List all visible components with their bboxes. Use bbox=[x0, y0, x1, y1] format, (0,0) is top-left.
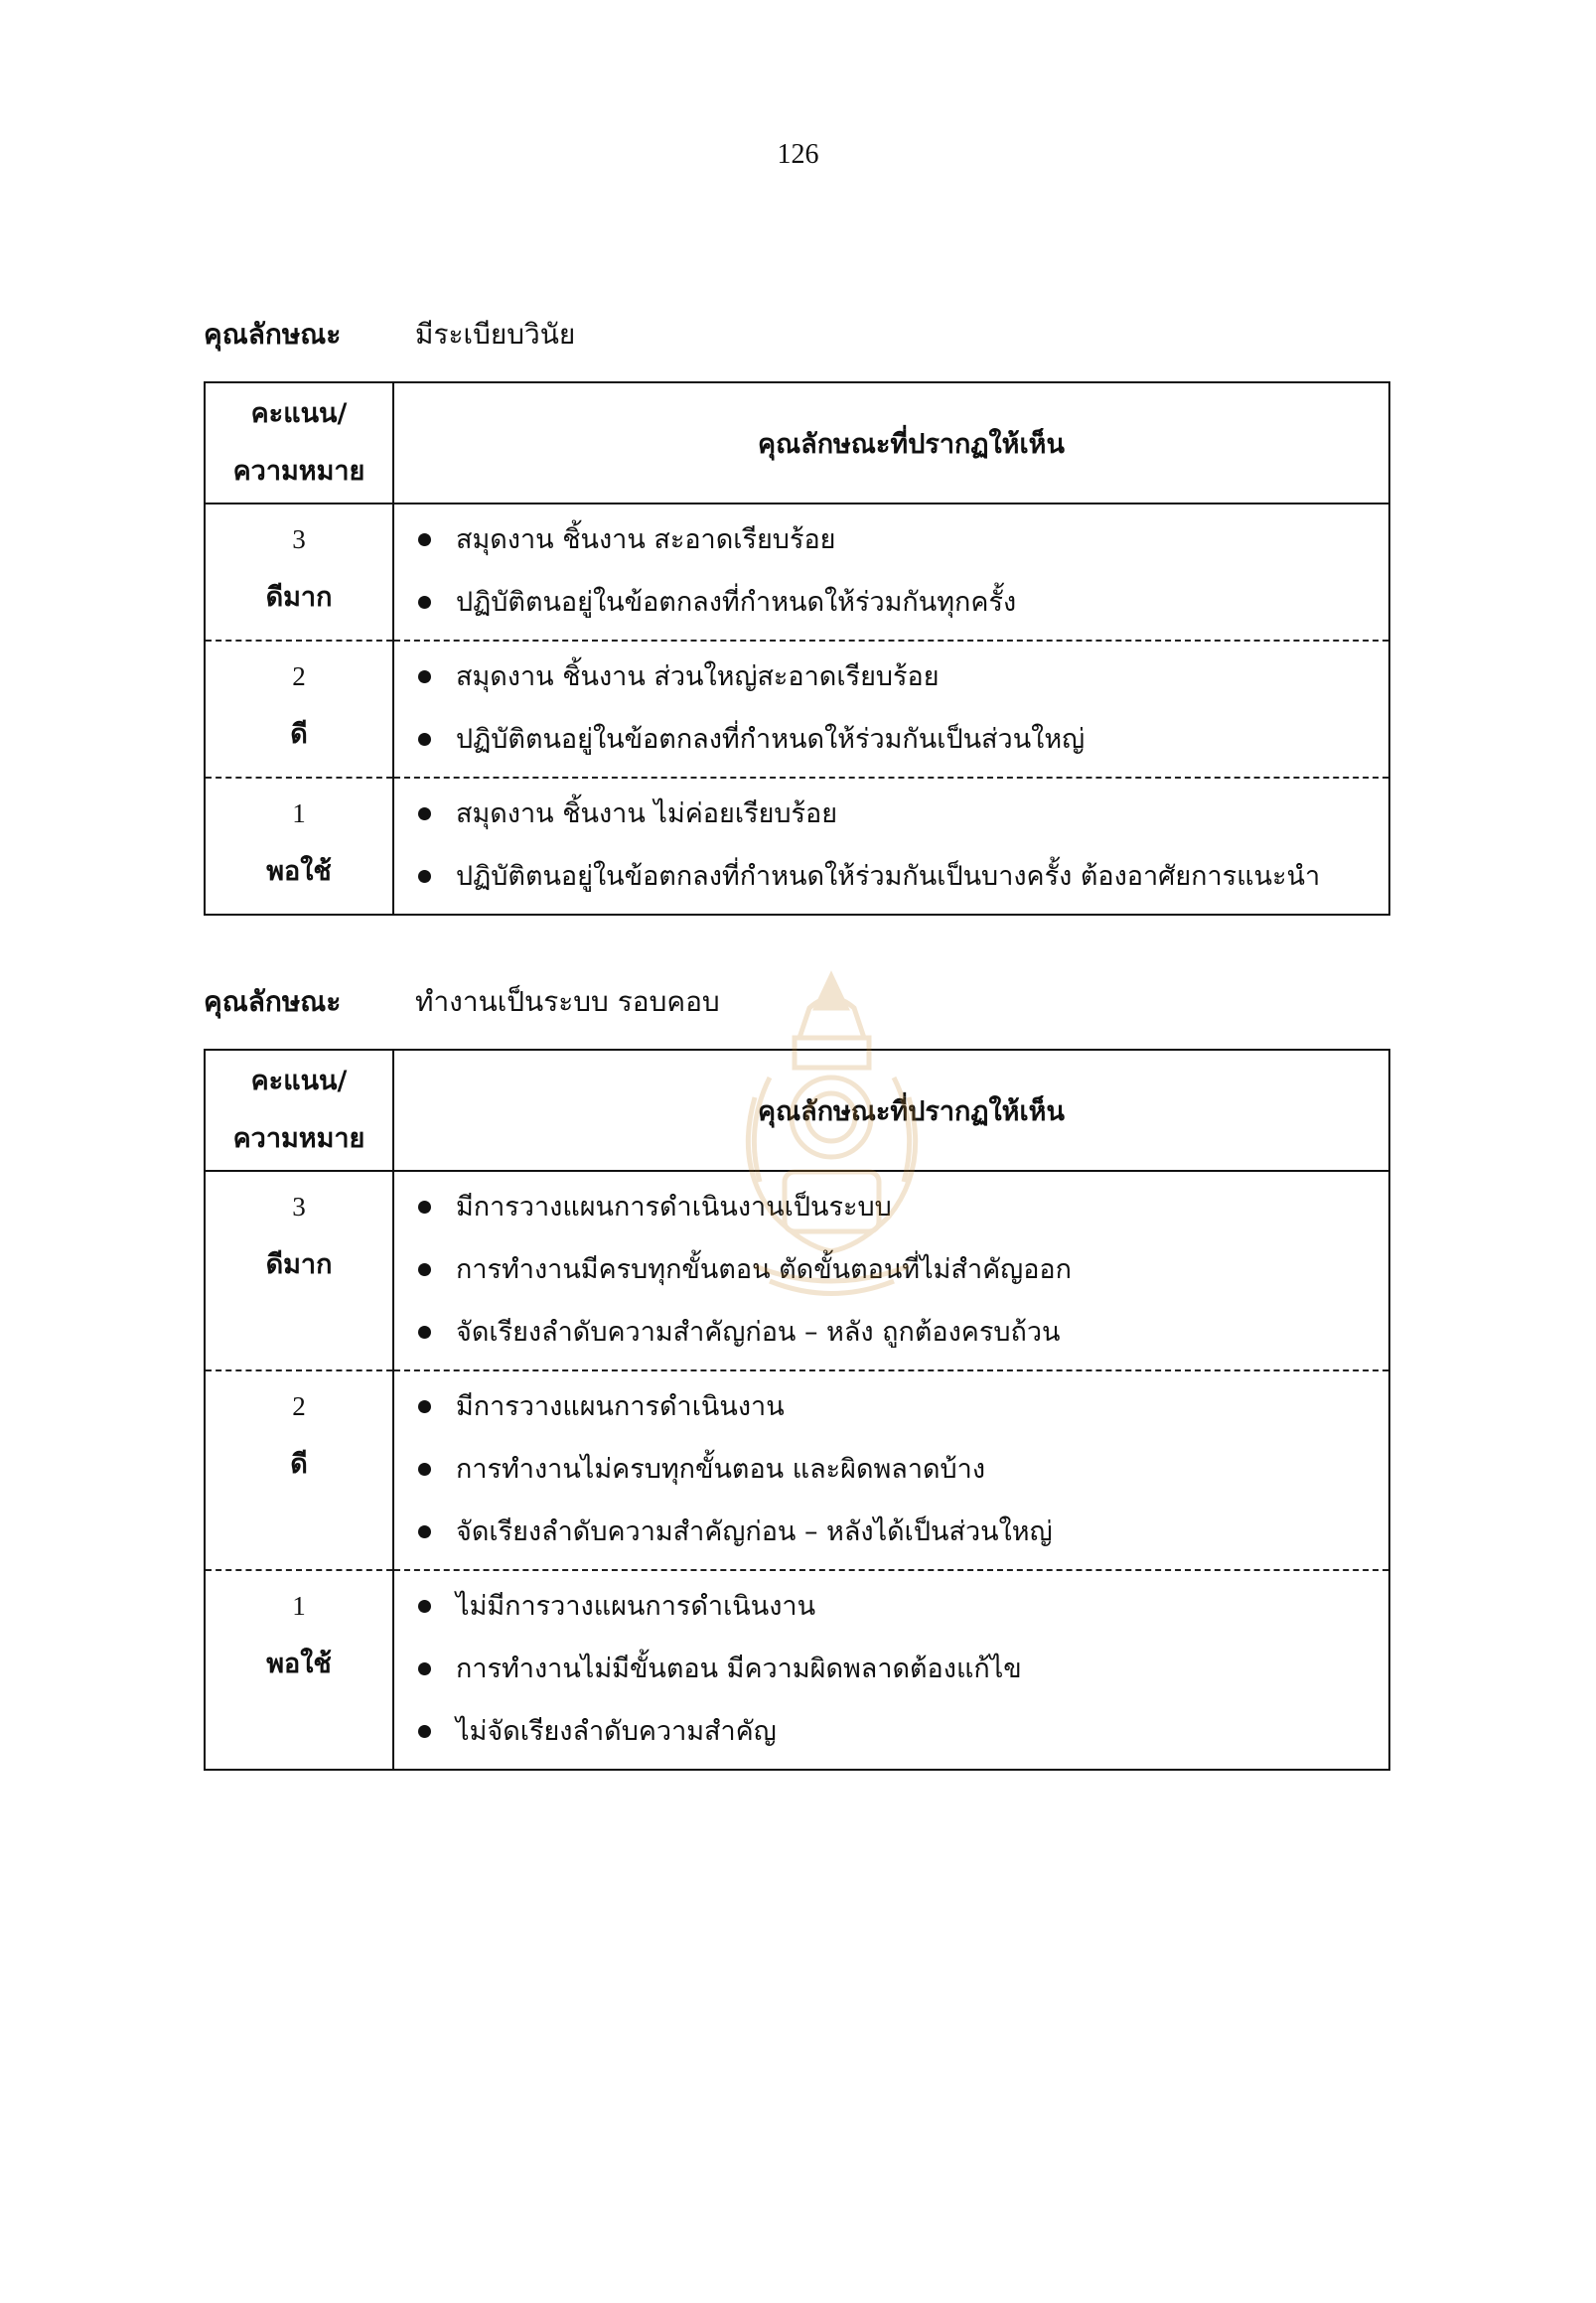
table-row bbox=[205, 1370, 1389, 1570]
list-item bbox=[408, 1238, 1388, 1301]
table-header-row bbox=[205, 382, 1389, 504]
score-meaning: พอใช้ bbox=[266, 856, 332, 887]
list-item bbox=[408, 1438, 1388, 1501]
table-row bbox=[205, 778, 1389, 915]
item-text: ไม่มีการวางแผนการดำเนินงาน bbox=[456, 1591, 816, 1622]
score-header-line2: ความหมาย bbox=[232, 1123, 365, 1154]
bullet-icon bbox=[418, 1600, 431, 1613]
score-cell bbox=[205, 1370, 393, 1570]
bullet-icon bbox=[418, 1463, 431, 1476]
trait-value: มีระเบียบวินัย bbox=[415, 318, 576, 351]
item-text: มีการวางแผนการดำเนินงานเป็นระบบ bbox=[456, 1192, 892, 1223]
list-item bbox=[408, 783, 1388, 845]
bullet-icon bbox=[418, 1662, 431, 1675]
list-item bbox=[408, 508, 1388, 571]
item-text: ปฏิบัติตนอยู่ในข้อตกลงที่กำหนดให้ร่วมกันเป็นบางครั้ง ต้องอาศัยการแนะนำ bbox=[456, 861, 1321, 892]
description-header: คุณลักษณะที่ปรากฏให้เห็น bbox=[393, 1050, 1389, 1171]
score-cell bbox=[205, 778, 393, 915]
item-text: สมุดงาน ชิ้นงาน สะอาดเรียบร้อย bbox=[456, 524, 836, 555]
score-meaning: ดี bbox=[290, 719, 308, 750]
description-cell bbox=[393, 1570, 1389, 1770]
score-number: 2 bbox=[292, 661, 306, 691]
score-header bbox=[205, 382, 393, 504]
trait-label: คุณลักษณะ bbox=[204, 985, 342, 1018]
score-meaning: ดี bbox=[290, 1449, 308, 1480]
description-header: คุณลักษณะที่ปรากฏให้เห็น bbox=[393, 382, 1389, 504]
score-number: 3 bbox=[292, 524, 306, 554]
rubric-table bbox=[204, 381, 1390, 916]
bullet-icon bbox=[418, 1263, 431, 1276]
list-item bbox=[408, 1638, 1388, 1700]
trait-value: ทำงานเป็นระบบ รอบคอบ bbox=[415, 985, 720, 1018]
description-cell bbox=[393, 1370, 1389, 1570]
item-text: การทำงานไม่มีขั้นตอน มีความผิดพลาดต้องแก้ไข bbox=[456, 1654, 1022, 1684]
table-row bbox=[205, 641, 1389, 778]
list-item bbox=[408, 1375, 1388, 1438]
item-text: ไม่จัดเรียงลำดับความสำคัญ bbox=[456, 1716, 777, 1747]
description-cell bbox=[393, 778, 1389, 915]
description-cell bbox=[393, 641, 1389, 778]
score-number: 2 bbox=[292, 1391, 306, 1421]
item-text: ปฏิบัติตนอยู่ในข้อตกลงที่กำหนดให้ร่วมกันทุกครั้ง bbox=[456, 587, 1017, 618]
score-number: 3 bbox=[292, 1192, 306, 1222]
score-header bbox=[205, 1050, 393, 1171]
item-text: การทำงานไม่ครบทุกขั้นตอน และผิดพลาดบ้าง bbox=[456, 1454, 986, 1485]
bullet-icon bbox=[418, 1525, 431, 1538]
trait-heading bbox=[204, 977, 1390, 1027]
score-meaning: พอใช้ bbox=[266, 1649, 332, 1679]
score-header-line1: คะแนน/ bbox=[250, 1066, 348, 1096]
trait-section-discipline bbox=[204, 310, 1390, 916]
item-text: สมุดงาน ชิ้นงาน ไม่ค่อยเรียบร้อย bbox=[456, 798, 838, 829]
table-row bbox=[205, 504, 1389, 641]
list-item bbox=[408, 1575, 1388, 1638]
list-item bbox=[408, 1176, 1388, 1238]
table-header-row bbox=[205, 1050, 1389, 1171]
score-cell bbox=[205, 641, 393, 778]
list-item bbox=[408, 1700, 1388, 1763]
bullet-icon bbox=[418, 670, 431, 683]
trait-section-systematic bbox=[204, 977, 1390, 1771]
score-header-line1: คะแนน/ bbox=[250, 398, 348, 429]
item-text: ปฏิบัติตนอยู่ในข้อตกลงที่กำหนดให้ร่วมกันเป็นส่วนใหญ่ bbox=[456, 724, 1086, 755]
bullet-icon bbox=[418, 733, 431, 746]
score-meaning: ดีมาก bbox=[265, 1249, 333, 1280]
table-row bbox=[205, 1570, 1389, 1770]
list-item bbox=[408, 1301, 1388, 1364]
list-item bbox=[408, 571, 1388, 634]
bullet-icon bbox=[418, 1201, 431, 1214]
list-item bbox=[408, 646, 1388, 708]
description-cell bbox=[393, 1171, 1389, 1370]
table-row bbox=[205, 1171, 1389, 1370]
list-item bbox=[408, 708, 1388, 771]
item-text: สมุดงาน ชิ้นงาน ส่วนใหญ่สะอาดเรียบร้อย bbox=[456, 661, 940, 692]
item-text: จัดเรียงลำดับความสำคัญก่อน – หลัง ถูกต้องครบถ้วน bbox=[456, 1317, 1061, 1348]
bullet-icon bbox=[418, 596, 431, 609]
bullet-icon bbox=[418, 1400, 431, 1413]
score-number: 1 bbox=[292, 798, 306, 828]
trait-heading bbox=[204, 310, 1390, 360]
score-number: 1 bbox=[292, 1591, 306, 1621]
bullet-icon bbox=[418, 1326, 431, 1339]
item-text: มีการวางแผนการดำเนินงาน bbox=[456, 1391, 785, 1422]
score-header-line2: ความหมาย bbox=[232, 456, 365, 487]
item-text: จัดเรียงลำดับความสำคัญก่อน – หลังได้เป็นส่วนใหญ่ bbox=[456, 1516, 1053, 1547]
score-cell bbox=[205, 1570, 393, 1770]
page-number: 126 bbox=[777, 139, 819, 170]
bullet-icon bbox=[418, 870, 431, 883]
score-cell bbox=[205, 1171, 393, 1370]
description-cell bbox=[393, 504, 1389, 641]
bullet-icon bbox=[418, 1725, 431, 1738]
bullet-icon bbox=[418, 533, 431, 546]
trait-label: คุณลักษณะ bbox=[204, 318, 342, 351]
item-text: การทำงานมีครบทุกขั้นตอน ตัดขั้นตอนที่ไม่สำคัญออก bbox=[456, 1254, 1072, 1285]
score-cell bbox=[205, 504, 393, 641]
rubric-table bbox=[204, 1049, 1390, 1771]
bullet-icon bbox=[418, 807, 431, 820]
list-item bbox=[408, 1501, 1388, 1563]
list-item bbox=[408, 845, 1388, 908]
score-meaning: ดีมาก bbox=[265, 582, 333, 613]
